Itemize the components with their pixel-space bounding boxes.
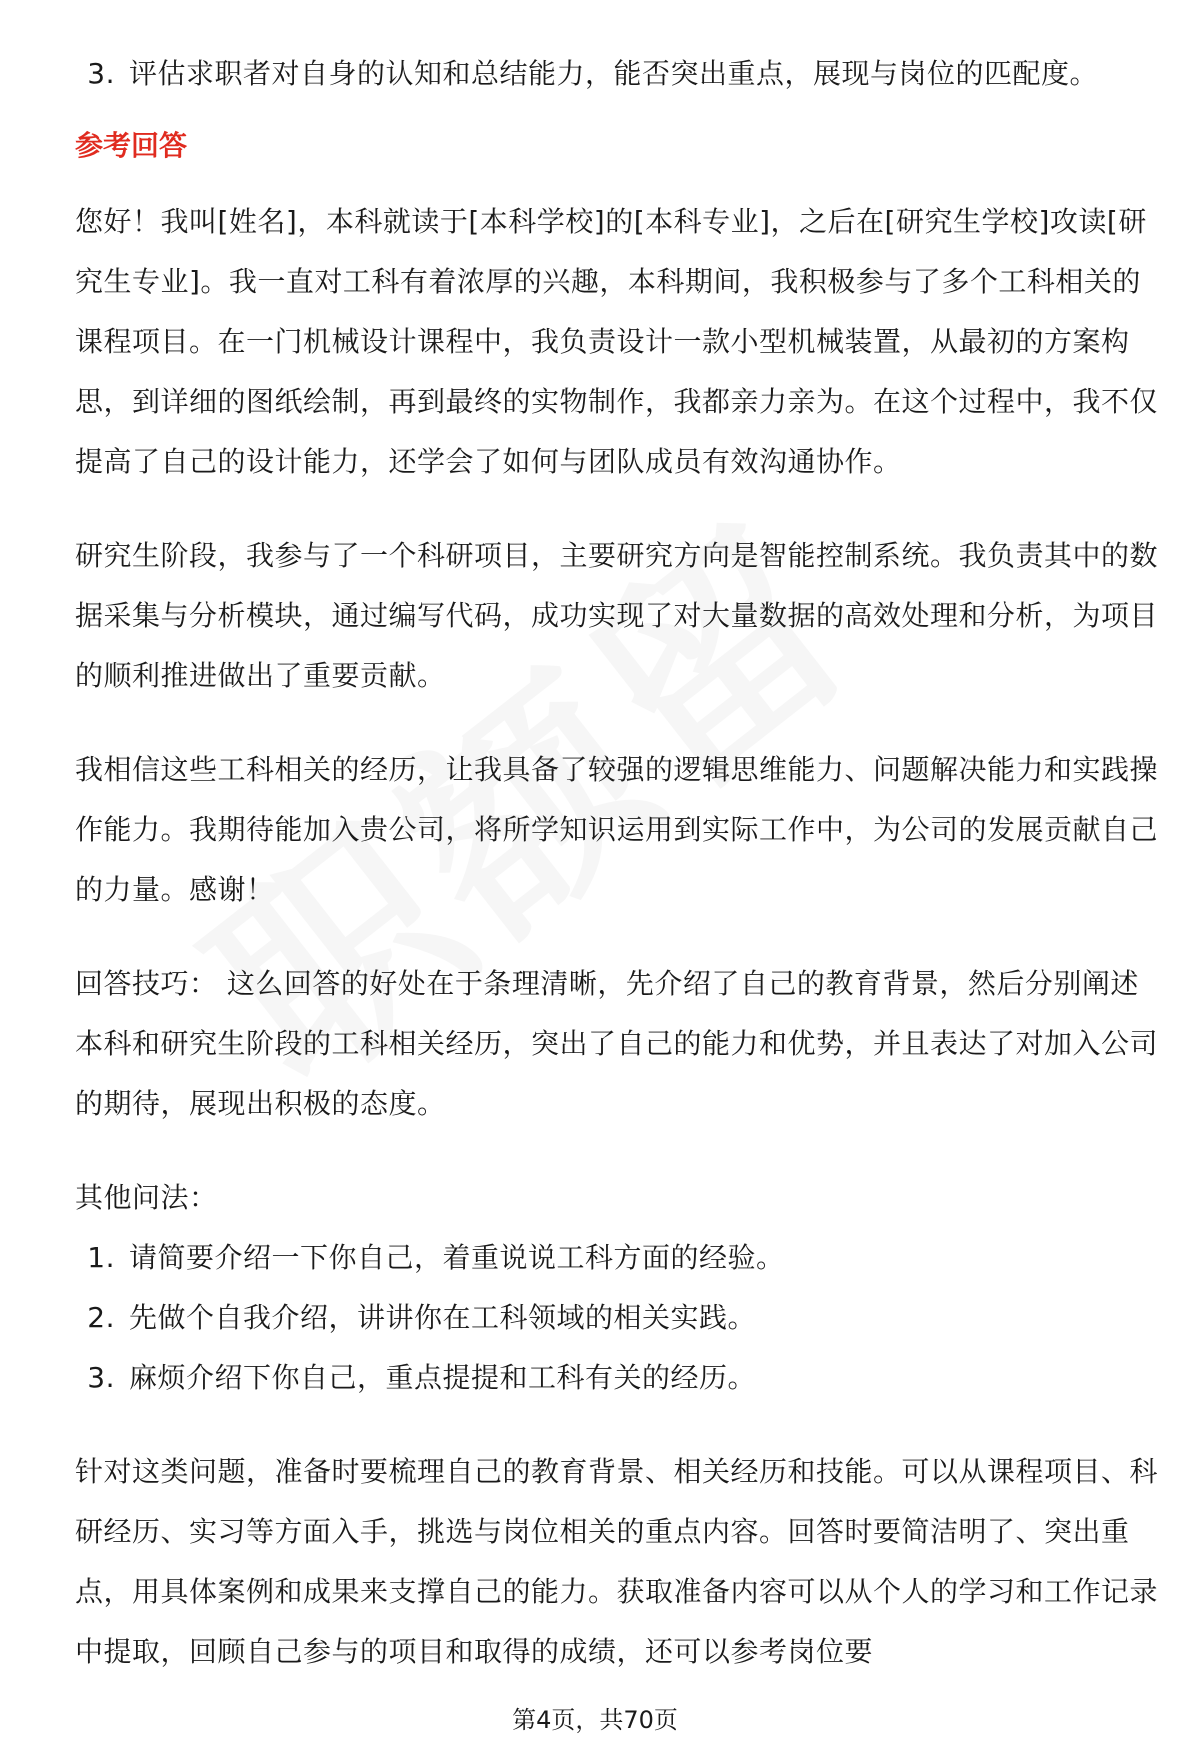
list-number: 3. — [87, 57, 115, 90]
page-footer: 第4页，共70页 — [512, 1706, 678, 1734]
list-text: 先做个自我介绍，讲讲你在工科领域的相关实践。 — [129, 1301, 757, 1334]
tips-paragraph: 回答技巧： 这么回答的好处在于条理清晰，先介绍了自己的教育背景，然后分别阐述本科和研究生阶段的工科相关经历，突出了自己的能力和优势，并且表达了对加入公司的期待，展现出积极的态度。 — [75, 967, 1159, 1120]
list-number: 2. — [87, 1301, 115, 1334]
intro-list — [75, 44, 1165, 104]
other-questions-heading: 其他问法： — [75, 1181, 218, 1214]
list-item — [75, 1288, 1165, 1348]
answer-paragraph: 您好！我叫[姓名]，本科就读于[本科学校]的[本科专业]，之后在[研究生学校]攻读[研究生专业]。我一直对工科有着浓厚的兴趣，本科期间，我积极参与了多个工科相关的课程项目。在一门机械设计课程中，我负责设计一款小型机械装置，从最初的方案构思，到详细的图纸绘制，再到最终的实物制作，我都亲力亲为。在这个过程中，我不仅提高了自己的设计能力，还学会了如何与团队成员有效沟通协作。 — [75, 205, 1159, 478]
list-item — [75, 1348, 1165, 1408]
list-number: 3. — [87, 1361, 115, 1394]
answer-paragraph: 我相信这些工科相关的经历，让我具备了较强的逻辑思维能力、问题解决能力和实践操作能力。我期待能加入贵公司，将所学知识运用到实际工作中，为公司的发展贡献自己的力量。感谢！ — [75, 753, 1159, 906]
closing-paragraph: 针对这类问题，准备时要梳理自己的教育背景、相关经历和技能。可以从课程项目、科研经历、实习等方面入手，挑选与岗位相关的重点内容。回答时要简洁明了、突出重点，用具体案例和成果来支撑自己的能力。获取准备内容可以从个人的学习和工作记录中提取，回顾自己参与的项目和取得的成绩，还可以参考岗位要 — [75, 1455, 1159, 1668]
list-item — [75, 44, 1165, 104]
reference-heading: 参考回答 — [75, 129, 188, 162]
list-text: 请简要介绍一下你自己，着重说说工科方面的经验。 — [129, 1241, 785, 1274]
list-number: 1. — [87, 1241, 115, 1274]
list-text: 评估求职者对自身的认知和总结能力，能否突出重点，展现与岗位的匹配度。 — [129, 57, 1099, 90]
answer-paragraph: 研究生阶段，我参与了一个科研项目，主要研究方向是智能控制系统。我负责其中的数据采集与分析模块，通过编写代码，成功实现了对大量数据的高效处理和分析，为项目的顺利推进做出了重要贡献。 — [75, 539, 1159, 692]
list-item — [75, 1228, 1165, 1288]
list-text: 麻烦介绍下你自己，重点提提和工科有关的经历。 — [129, 1361, 757, 1394]
other-questions-list — [75, 1228, 1165, 1408]
document-body — [75, 44, 1165, 1682]
